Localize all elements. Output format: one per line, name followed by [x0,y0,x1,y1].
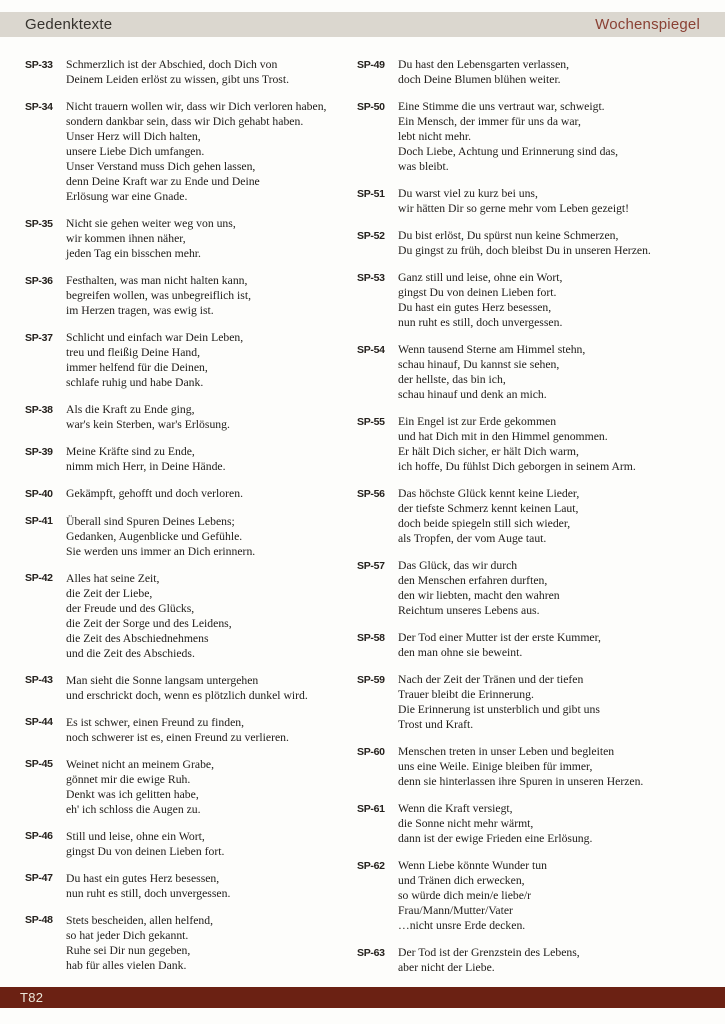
entry-id: SP-44 [25,716,53,728]
memorial-text-entry [25,330,357,390]
memorial-texts-content [0,57,725,982]
memorial-text-entry [357,558,719,618]
entry-id: SP-53 [357,271,385,284]
entry-id: SP-47 [25,872,53,884]
entry-id: SP-41 [25,515,53,527]
entry-text: Wenn die Kraft versiegt, die Sonne nicht mehr wärmt, dann ist der ewige Frieden eine Erlösung. [398,802,593,845]
column-left [25,57,357,985]
entry-text: Stets bescheiden, allen helfend, so hat jeder Dich gekannt. Ruhe sei Dir nun gegeben, hab für alles vielen Dank. [66,913,214,972]
entry-text: Wenn Liebe könnte Wunder tun und Tränen dich erwecken, so würde dich mein/e liebe/r Frau/Mann/Mutter/Vater …nicht unsre Erde decken. [398,859,547,932]
memorial-text-entry [357,57,719,87]
entry-id: SP-36 [25,274,53,287]
entry-text: Alles hat seine Zeit, die Zeit der Liebe, der Freude und des Glücks, die Zeit der Sorge und des Leidens, die Zeit des Abschiednehmens und die Zeit des Abschieds. [66,571,232,660]
entry-id: SP-42 [25,572,53,584]
entry-id: SP-52 [357,229,385,242]
entry-text: Gekämpft, gehofft und doch verloren. [66,487,243,500]
memorial-text-entry [357,801,719,846]
memorial-text-entry [25,715,357,745]
memorial-text-entry [357,945,719,975]
entry-id: SP-40 [25,487,53,500]
entry-text: Es ist schwer, einen Freund zu finden, noch schwerer ist es, einen Freund zu verlieren. [66,715,289,744]
entry-text: Der Tod ist der Grenzstein des Lebens, aber nicht der Liebe. [398,946,580,974]
memorial-text-entry [25,99,357,204]
memorial-text-entry [357,342,719,402]
entry-id: SP-57 [357,559,385,572]
entry-id: SP-58 [357,631,385,644]
entry-text: Das höchste Glück kennt keine Lieder, der tiefste Schmerz kennt keinen Laut, doch beide spiegeln still sich wieder, als Tropfen, der vom Auge taut. [398,487,580,545]
entry-id: SP-45 [25,758,53,770]
entry-id: SP-51 [357,187,385,200]
entry-text: Weinet nicht an meinem Grabe, gönnet mir die ewige Ruh. Denkt was ich gelitten habe, eh' ich schloss die Augen zu. [66,757,215,816]
memorial-text-entry [25,913,357,973]
entry-text: Ganz still und leise, ohne ein Wort, gingst Du von deinen Lieben fort. Du hast ein gutes Herz besessen, nun ruht es still, doch unvergessen. [398,271,563,329]
entry-id: SP-56 [357,487,385,500]
memorial-text-entry [357,99,719,174]
memorial-text-entry [25,673,357,703]
brand-title: Wochenspiegel [595,16,700,33]
entry-id: SP-62 [357,859,385,872]
entry-id: SP-54 [357,343,385,356]
memorial-text-entry [25,57,357,87]
entry-text: Eine Stimme die uns vertraut war, schweigt. Ein Mensch, der immer für uns da war, lebt nicht mehr. Doch Liebe, Achtung und Erinnerung sind das, was bleibt. [398,100,619,173]
entry-text: Wenn tausend Sterne am Himmel stehn, schau hinauf, Du kannst sie sehen, der hellste, das bin ich, schau hinauf und denk an mich. [398,343,586,401]
memorial-text-entry [357,672,719,732]
memorial-text-entry [357,630,719,660]
memorial-text-entry [357,186,719,216]
entry-text: Festhalten, was man nicht halten kann, begreifen wollen, was unbegreiflich ist, im Herzen tragen, was ewig ist. [66,274,251,317]
page-number: T82 [20,990,44,1005]
entry-id: SP-39 [25,445,53,458]
entry-text: Still und leise, ohne ein Wort, gingst Du von deinen Lieben fort. [66,829,225,858]
entry-text: Menschen treten in unser Leben und begleiten uns eine Weile. Einige bleiben für immer, denn sie hinterlassen ihre Spuren in unseren Herzen. [398,745,644,788]
memorial-text-entry [25,273,357,318]
entry-id: SP-59 [357,673,385,686]
memorial-text-entry [25,216,357,261]
entry-text: Als die Kraft zu Ende ging, war's kein Sterben, war's Erlösung. [66,403,230,431]
entry-text: Schmerzlich ist der Abschied, doch Dich von Deinem Leiden erlöst zu wissen, gibt uns Trost. [66,58,290,86]
entry-text: Der Tod einer Mutter ist der erste Kummer, den man ohne sie beweint. [398,631,601,659]
entry-text: Man sieht die Sonne langsam untergehen und erschrickt doch, wenn es plötzlich dunkel wird. [66,673,308,702]
entry-id: SP-63 [357,946,385,959]
entry-text: Du hast den Lebensgarten verlassen, doch Deine Blumen blühen weiter. [398,58,570,86]
memorial-text-entry [25,402,357,432]
page-footer-bar [0,987,725,1008]
entry-text: Ein Engel ist zur Erde gekommen und hat Dich mit in den Himmel genommen. Er hält Dich sicher, er hält Dich warm, ich hoffe, Du fühlst Dich geborgen in seinem Arm. [398,415,636,473]
memorial-text-entry [25,514,357,559]
entry-id: SP-55 [357,415,385,428]
entry-id: SP-50 [357,100,385,113]
entry-text: Das Glück, das wir durch den Menschen erfahren durften, den wir liebten, macht den wahren Reichtum unseres Lebens aus. [398,559,560,617]
memorial-text-entry [357,744,719,789]
memorial-text-entry [357,270,719,330]
memorial-text-entry [357,414,719,474]
entry-id: SP-48 [25,914,53,926]
entry-id: SP-60 [357,745,385,758]
entry-text: Schlicht und einfach war Dein Leben, treu und fleißig Deine Hand, immer helfend für die Deinen, schlafe ruhig und habe Dank. [66,331,244,389]
page-title: Gedenktexte [25,16,113,33]
entry-text: Du bist erlöst, Du spürst nun keine Schmerzen, Du gingst zu früh, doch bleibst Du in unseren Herzen. [398,229,651,257]
memorial-text-entry [357,858,719,933]
entry-id: SP-49 [357,58,385,71]
entry-id: SP-61 [357,802,385,815]
memorial-text-entry [25,871,357,901]
memorial-text-entry [25,571,357,661]
entry-text: Du hast ein gutes Herz besessen, nun ruht es still, doch unvergessen. [66,871,231,900]
entry-id: SP-37 [25,331,53,344]
entry-text: Nach der Zeit der Tränen und der tiefen Trauer bleibt die Erinnerung. Die Erinnerung ist unsterblich und gibt uns Trost und Kraft. [398,673,600,731]
entry-id: SP-46 [25,830,53,842]
entry-text: Du warst viel zu kurz bei uns, wir hätten Dir so gerne mehr vom Leben gezeigt! [398,187,630,215]
entry-id: SP-34 [25,100,53,113]
memorial-text-entry [357,228,719,258]
entry-id: SP-33 [25,58,53,71]
entry-id: SP-43 [25,674,53,686]
memorial-text-entry [25,829,357,859]
entry-text: Meine Kräfte sind zu Ende, nimm mich Herr, in Deine Hände. [66,445,226,473]
memorial-text-entry [25,757,357,817]
memorial-text-entry [25,444,357,474]
entry-text: Nicht sie gehen weiter weg von uns, wir kommen ihnen näher, jeden Tag ein bisschen mehr. [66,217,236,260]
entry-id: SP-38 [25,403,53,416]
memorial-text-entry [357,486,719,546]
column-right [357,57,719,987]
entry-id: SP-35 [25,217,53,230]
page-header-band [0,12,725,37]
entry-text: Überall sind Spuren Deines Lebens; Gedanken, Augenblicke und Gefühle. Sie werden uns immer an Dich erinnern. [66,514,256,558]
memorial-text-entry [25,486,357,502]
entry-text: Nicht trauern wollen wir, dass wir Dich verloren haben, sondern dankbar sein, dass wir Dich gehabt haben. Unser Herz will Dich halten, unsere Liebe Dich umfangen. Unser Verstand muss Dich gehen lassen, denn Deine Kraft war zu Ende und Deine Erlösung war eine Gnade. [66,100,327,203]
